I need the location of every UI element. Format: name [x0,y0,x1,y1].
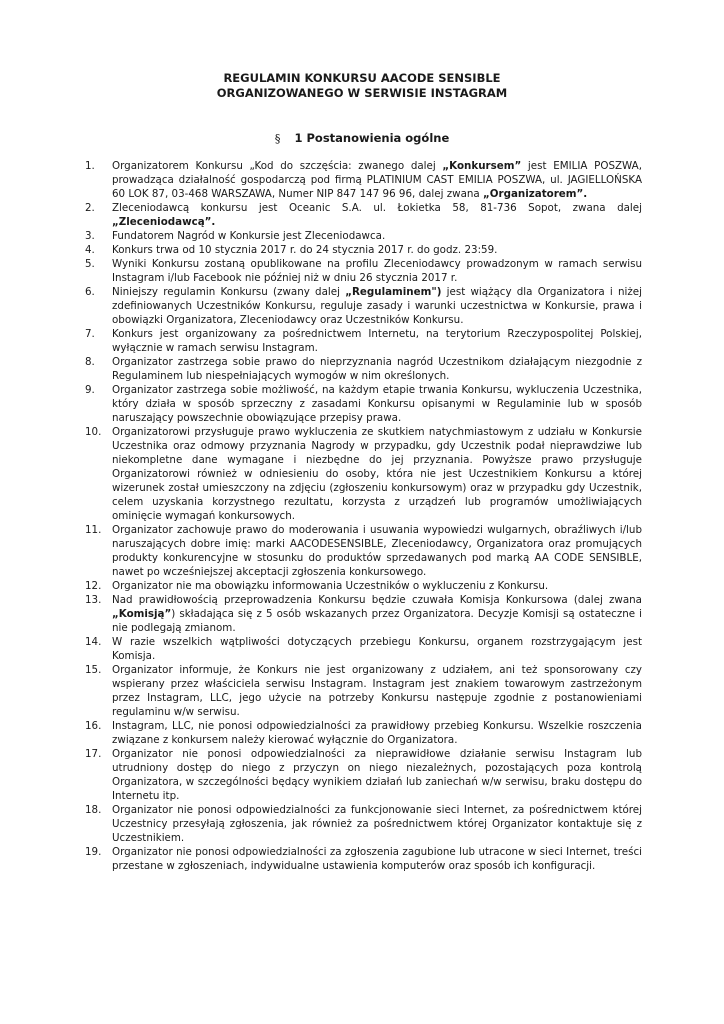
text-segment: Organizator nie ponosi odpowiedzialności za nieprawidłowe działanie serwisu Instagram lub utrudniony dostęp do niego z przyczyn on niego niezależnych, pozostających poza kontrolą Organizatora, w szczególności będący wynikiem działań lub zaniechań w/w serwisu, braku dostępu do Internetu itp. [112,748,642,802]
bold-term: „Komisją” [112,608,172,620]
section-title: 1 Postanowienia ogólne [294,131,450,145]
list-item-number: 11. [85,524,102,536]
list-item [85,327,642,355]
text-segment: Organizatorem Konkursu „Kod do szczęścia: zwanego dalej [112,160,443,172]
list-item-number: 15. [85,664,102,676]
list-item-text [112,593,642,635]
text-segment: Organizator nie ponosi odpowiedzialności za zgłoszenia zagubione lub utracone w sieci Internet, treści przestane w zgłoszeniach, indywidualne ustawienia komputerów oraz sposób ich konfiguracji. [112,846,642,872]
bold-term: „Zleceniodawcą”. [112,216,216,228]
list-item-number: 5. [85,258,95,270]
bold-term: „Organizatorem”. [482,188,588,200]
list-item-text [112,635,642,663]
list-item [85,747,642,803]
list-item [85,201,642,229]
list-item [85,285,642,327]
rules-list [85,159,642,873]
list-item-text [112,355,642,383]
section-symbol: § [274,131,281,145]
list-item-number: 2. [85,202,95,214]
text-segment: Konkurs jest organizowany za pośrednictwem Internetu, na terytorium Rzeczypospolitej Polskiej, wyłącznie w ramach serwisu Instagram. [112,328,642,354]
text-segment: Niniejszy regulamin Konkursu (zwany dalej [112,286,346,298]
text-segment: Organizatorowi przysługuje prawo wykluczenia ze skutkiem natychmiastowym z udziału w Konkursie Uczestnika oraz odmowy przyznania Nagrody w przypadku, gdy Uczestnik podał nieprawdziwe lub niekompletne dane wymagane i niezbędne do jej przyznania. Powyższe prawo przysługuje Organizatorowi również w odniesieniu do osoby, która nie jest Uczestnikiem Konkursu a której wizerunek został umieszczony na zdjęciu (zgłoszeniu konkursowym) oraz w przypadku gdy Uczestnik, celem uzyskania korzystnego rezultatu, korzysta z urządzeń lub programów umożliwiających ominięcie wymagań konkursowych. [112,426,642,522]
list-item-text [112,803,642,845]
list-item-text [112,425,642,523]
list-item [85,355,642,383]
text-segment: ) składająca się z 5 osób wskazanych przez Organizatora. Decyzje Komisji są ostateczne i nie podlegają zmianom. [112,608,642,634]
text-segment: Organizator nie ma obowiązku informowania Uczestników o wykluczeniu z Konkursu. [112,580,549,592]
list-item [85,425,642,523]
text-segment: Wyniki Konkursu zostaną opublikowane na profilu Zleceniodawcy prowadzonym w ramach serwisu Instagram i/lub Facebook nie później niż w dniu 26 stycznia 2017 r. [112,258,642,284]
list-item-number: 6. [85,286,95,298]
list-item [85,845,642,873]
text-segment: Organizator zastrzega sobie możliwość, na każdym etapie trwania Konkursu, wykluczenia Uczestnika, który działa w sposób sprzeczny z zasadami Konkursu opisanymi w Regulaminie lub w sposób naruszający powszechnie obowiązujące przepisy prawa. [112,384,642,424]
list-item-number: 1. [85,160,95,172]
text-segment: Organizator informuje, że Konkurs nie jest organizowany z udziałem, ani też sponsorowany czy wspierany przez właściciela serwisu Instagram. Instagram jest znakiem towarowym zastrzeżonym przez Instagram, LLC, jego użycie na potrzeby Konkursu następuje zgodnie z postanowieniami regulaminu w/w serwisu. [112,664,642,718]
list-item [85,663,642,719]
text-segment: Organizator zastrzega sobie prawo do nieprzyznania nagród Uczestnikom działającym niezgodnie z Regulaminem lub niespełniających wymogów w nim określonych. [112,356,642,382]
list-item [85,243,642,257]
title-line-1: REGULAMIN KONKURSU AACODE SENSIBLE [223,71,501,85]
list-item [85,159,642,201]
list-item-text [112,383,642,425]
list-item [85,383,642,425]
list-item-text [112,201,642,229]
list-item-text [112,159,642,201]
text-segment: Konkurs trwa od 10 stycznia 2017 r. do 24 stycznia 2017 r. do godz. 23:59. [112,244,498,256]
text-segment: Zleceniodawcą konkursu jest Oceanic S.A. ul. Łokietka 58, 81-736 Sopot, zwana dalej [112,202,642,214]
text-segment: jest wiążący dla Organizatora i niżej zdefiniowanych Uczestników Konkursu, reguluje zasady i warunki uczestnictwa w Konkursie, prawa i obowiązki Organizatora, Zleceniodawcy oraz Uczestników Konkursu. [112,286,642,326]
list-item-number: 12. [85,580,102,592]
list-item-number: 17. [85,748,102,760]
list-item-number: 19. [85,846,102,858]
text-segment: jest EMILIA POSZWA, prowadząca działalność gospodarczą pod firmą PLATINIUM CAST EMILIA POSZWA, ul. JAGIELLOŃSKA 60 LOK 87, 03-468 WARSZAWA, Numer NIP 847 147 96 96, dalej zwana [112,160,642,200]
text-segment: Organizator zachowuje prawo do moderowania i usuwania wypowiedzi wulgarnych, obraźliwych i/lub naruszających dobre imię: marki AACODESENSIBLE, Zleceniodawcy, Organizatora oraz promujących produkty konkurencyjne w stosunku do produktów sprzedawanych pod marką AA CODE SENSIBLE, nawet po wcześniejszej akceptacji zgłoszenia konkursowego. [112,524,642,578]
list-item-number: 10. [85,426,102,438]
text-segment: Organizator nie ponosi odpowiedzialności za funkcjonowanie sieci Internet, za pośrednictwem której Uczestnicy przesyłają zgłoszenia, jak również za pośrednictwem której Organizator kontaktuje się z Uczestnikiem. [112,804,642,844]
list-item-text [112,243,642,257]
text-segment: Nad prawidłowością przeprowadzenia Konkursu będzie czuwała Komisja Konkursowa (dalej zwana [112,594,642,606]
list-item [85,593,642,635]
list-item-text [112,579,642,593]
list-item-number: 8. [85,356,95,368]
document-title [0,71,724,100]
list-item-number: 14. [85,636,102,648]
list-item-text [112,327,642,355]
list-item-text [112,663,642,719]
list-item [85,803,642,845]
bold-term: „Regulaminem") [345,286,442,298]
list-item [85,257,642,285]
list-item [85,635,642,663]
list-item-text [112,523,642,579]
list-item-number: 18. [85,804,102,816]
list-item-text [112,747,642,803]
list-item-number: 9. [85,384,95,396]
list-item [85,523,642,579]
list-item-text [112,845,642,873]
list-item-number: 13. [85,594,102,606]
bold-term: „Konkursem” [442,160,522,172]
list-item-text [112,285,642,327]
list-item [85,719,642,747]
list-item-text [112,719,642,747]
list-item-number: 16. [85,720,102,732]
list-item-number: 3. [85,230,95,242]
list-item-text [112,229,642,243]
list-item [85,229,642,243]
text-segment: Fundatorem Nagród w Konkursie jest Zleceniodawca. [112,230,386,242]
list-item [85,579,642,593]
section-heading [0,131,724,145]
list-item-number: 4. [85,244,95,256]
list-item-text [112,257,642,285]
title-line-2: ORGANIZOWANEGO W SERWISIE INSTAGRAM [216,85,508,100]
text-segment: W razie wszelkich wątpliwości dotyczących przebiegu Konkursu, organem rozstrzygającym jest Komisja. [112,636,642,662]
text-segment: Instagram, LLC, nie ponosi odpowiedzialności za prawidłowy przebieg Konkursu. Wszelkie roszczenia związane z konkursem należy kierować wyłącznie do Organizatora. [112,720,642,746]
list-item-number: 7. [85,328,95,340]
